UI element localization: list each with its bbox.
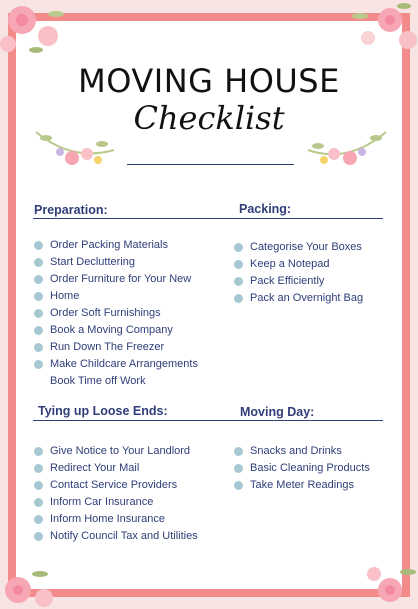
list-item: Book Time off Work bbox=[50, 375, 146, 387]
bullet-icon bbox=[234, 260, 243, 269]
bullet-icon bbox=[34, 241, 43, 250]
bullet-icon bbox=[234, 447, 243, 456]
section-divider bbox=[33, 420, 383, 421]
bullet-icon bbox=[34, 292, 43, 301]
list-item: Order Soft Furnishings bbox=[34, 305, 234, 322]
section-title-packing: Packing: bbox=[239, 202, 292, 216]
section-title-preparation: Preparation: bbox=[34, 203, 108, 217]
preparation-list bbox=[34, 237, 234, 390]
list-item: Start Decluttering bbox=[34, 254, 234, 271]
list-item: Inform Car Insurance bbox=[34, 494, 234, 511]
corner-flower-icon bbox=[360, 556, 418, 609]
packing-list bbox=[234, 239, 394, 307]
list-item: Take Meter Readings bbox=[234, 477, 399, 494]
list-item: Pack an Overnight Bag bbox=[234, 290, 394, 307]
bullet-icon bbox=[34, 447, 43, 456]
list-item: Inform Home Insurance bbox=[34, 511, 234, 528]
moving-day-list bbox=[234, 443, 399, 494]
list-item: Redirect Your Mail bbox=[34, 460, 234, 477]
bullet-icon bbox=[34, 481, 43, 490]
list-item: Pack Efficiently bbox=[234, 273, 394, 290]
page-subtitle: Checklist bbox=[133, 99, 285, 137]
list-item: Give Notice to Your Landlord bbox=[34, 443, 234, 460]
list-item: Order Packing Materials bbox=[34, 237, 234, 254]
list-item: Keep a Notepad bbox=[234, 256, 394, 273]
bullet-icon bbox=[234, 277, 243, 286]
bullet-icon bbox=[234, 481, 243, 490]
bullet-icon bbox=[34, 258, 43, 267]
bullet-icon bbox=[34, 326, 43, 335]
section-title-moving-day: Moving Day: bbox=[240, 405, 315, 419]
list-item: Book a Moving Company bbox=[34, 322, 234, 339]
floral-garland-icon bbox=[304, 122, 390, 170]
section-divider bbox=[33, 218, 383, 219]
bullet-icon bbox=[34, 275, 43, 284]
loose-ends-list bbox=[34, 443, 234, 545]
floral-garland-icon bbox=[32, 122, 118, 170]
corner-flower-icon bbox=[0, 0, 70, 60]
corner-flower-icon bbox=[0, 558, 64, 609]
bullet-icon bbox=[34, 309, 43, 318]
bullet-icon bbox=[34, 498, 43, 507]
corner-flower-icon bbox=[346, 0, 418, 56]
bullet-icon bbox=[234, 243, 243, 252]
list-item: Run Down The Freezer bbox=[34, 339, 234, 356]
list-item: Order Furniture for Your New bbox=[34, 271, 234, 288]
list-item: Home bbox=[34, 288, 234, 305]
title-underline bbox=[127, 164, 294, 165]
list-item: Make Childcare Arrangements bbox=[34, 356, 234, 373]
list-item: Basic Cleaning Products bbox=[234, 460, 399, 477]
list-item: Contact Service Providers bbox=[34, 477, 234, 494]
section-title-loose-ends: Tying up Loose Ends: bbox=[38, 404, 168, 418]
bullet-icon bbox=[234, 294, 243, 303]
bullet-icon bbox=[34, 343, 43, 352]
list-item: Snacks and Drinks bbox=[234, 443, 399, 460]
bullet-icon bbox=[34, 515, 43, 524]
bullet-icon bbox=[34, 532, 43, 541]
bullet-icon bbox=[234, 464, 243, 473]
list-item: Notify Council Tax and Utilities bbox=[34, 528, 234, 545]
page-title: MOVING HOUSE bbox=[78, 62, 340, 100]
bullet-icon bbox=[34, 360, 43, 369]
list-item: Categorise Your Boxes bbox=[234, 239, 394, 256]
bullet-icon bbox=[34, 464, 43, 473]
